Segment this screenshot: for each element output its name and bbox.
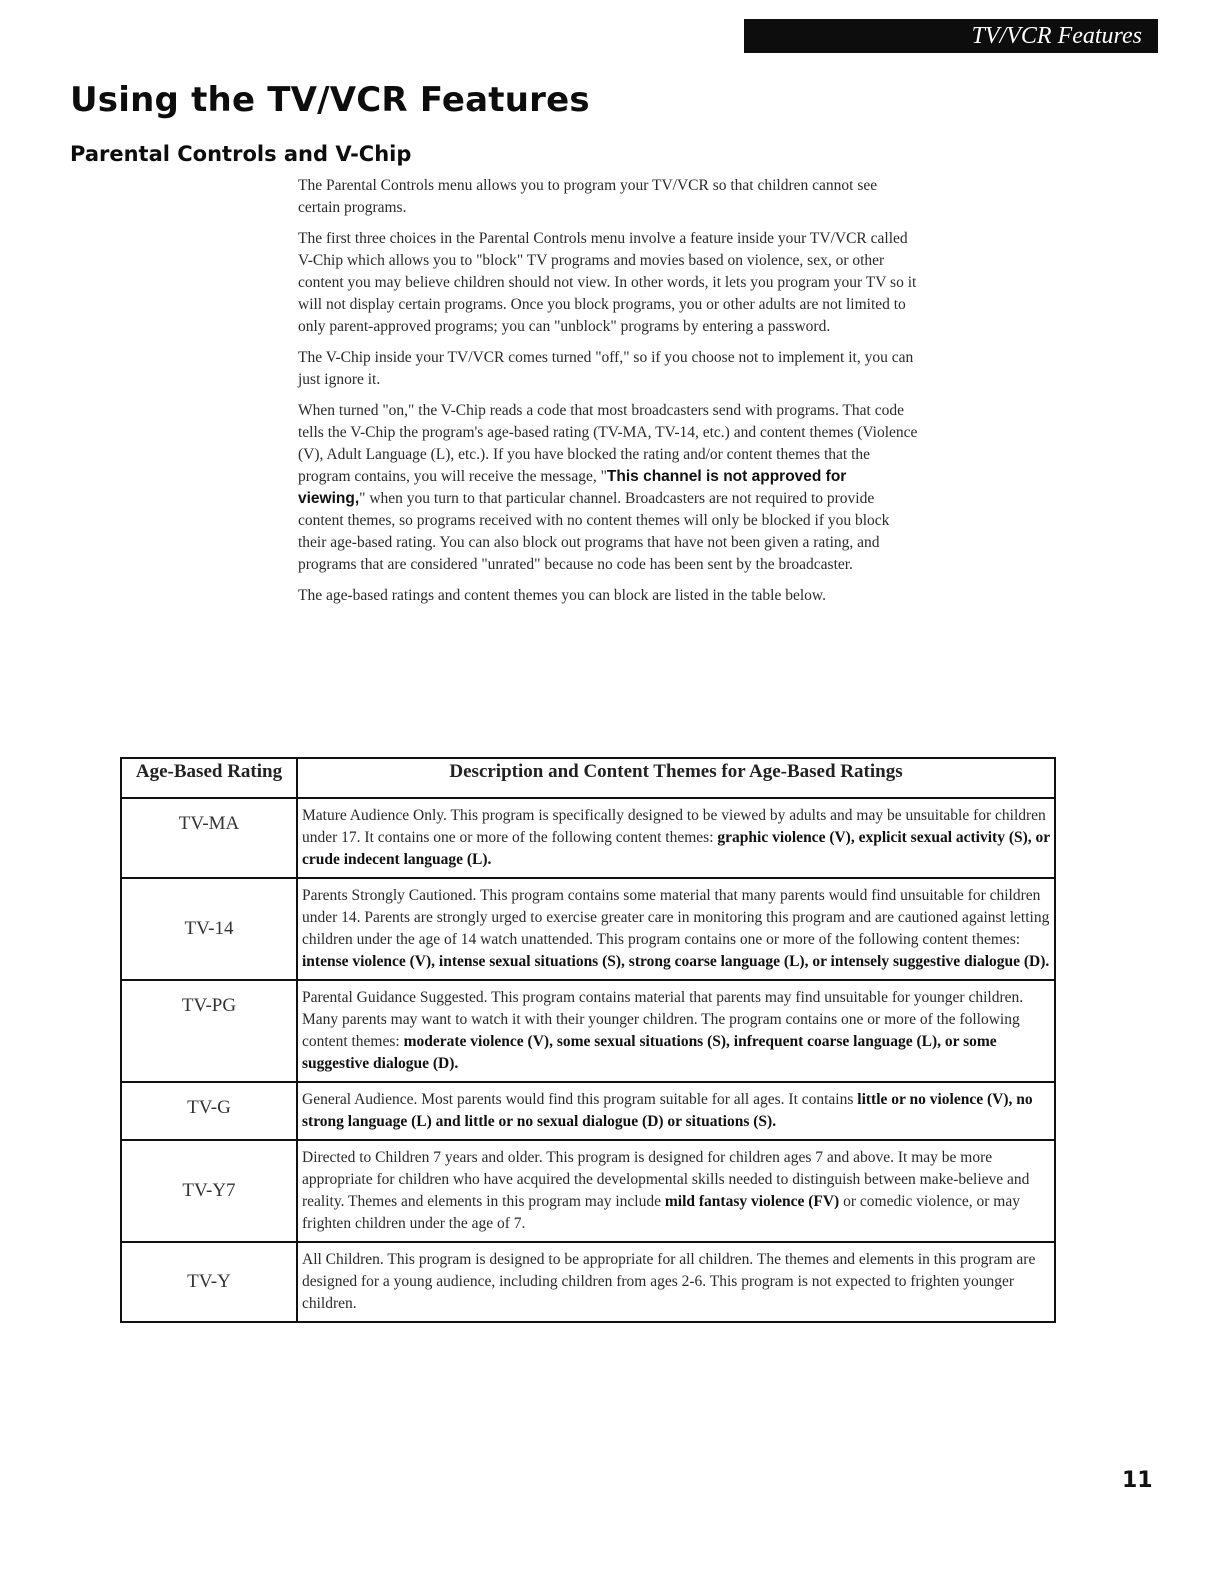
content-themes: moderate violence (V), some sexual situations (S), infrequent coarse language (L), or some suggestive dialogue (D). <box>302 1033 997 1072</box>
blocked-message: This channel is not approved for viewing, <box>298 468 847 507</box>
table-row <box>121 1140 1055 1242</box>
rating-cell: TV-Y <box>121 1242 297 1322</box>
description-text: Directed to Children 7 years and older. This program is designed for children ages 7 and above. It may be more appropriate for children who have acquired the developmental skills needed to distinguish between make-believe and reality. Themes and elements in this program may include <box>302 1149 1030 1210</box>
content-themes: mild fantasy violence (FV) <box>664 1193 840 1210</box>
paragraph-text: When turned "on," the V-Chip reads a code that most broadcasters send with programs. That code tells the V-Chip the program's age-based rating (TV-MA, TV-14, etc.) and content themes (Violence (V), Adult Language (L), etc.). If you have blocked the rating and/or content themes that the program contains, you will receive the message, " <box>298 402 918 485</box>
table-row <box>121 878 1055 980</box>
description-cell <box>297 1140 1055 1242</box>
intro-text <box>298 175 918 616</box>
table-row <box>121 798 1055 878</box>
paragraph-intro: The Parental Controls menu allows you to program your TV/VCR so that children cannot see certain programs. <box>298 177 878 216</box>
description-text: Mature Audience Only. This program is specifically designed to be viewed by adults and may be unsuitable for children under 17. It contains one or more of the following content themes: <box>302 807 1046 846</box>
content-themes: graphic violence (V), explicit sexual activity (S), or crude indecent language (L). <box>302 829 1050 868</box>
section-subtitle: Parental Controls and V-Chip <box>70 142 412 166</box>
paragraph-vchip-off: The V-Chip inside your TV/VCR comes turned "off," so if you choose not to implement it, you can just ignore it. <box>298 349 914 388</box>
paragraph-vchip-description: The first three choices in the Parental Controls menu involve a feature inside your TV/VCR called V-Chip which allows you to "block" TV programs and movies based on violence, sex, or other content you may believe children should not view. In other words, it lets you program your TV so it will not display certain programs. Once you block programs, you or other adults are not limited to only parent-approved programs; you can "unblock" programs by entering a password. <box>298 230 917 335</box>
table-row <box>121 980 1055 1082</box>
column-header-description: Description and Content Themes for Age-Based Ratings <box>297 758 1055 798</box>
description-text: Parents Strongly Cautioned. This program contains some material that many parents would find unsuitable for children under 14. Parents are strongly urged to exercise greater care in monitoring this program and are cautioned against letting children under the age of 14 watch unattended. This program contains one or more of the following content themes: <box>302 887 1050 948</box>
column-header-rating: Age-Based Rating <box>121 758 297 798</box>
section-label: TV/VCR Features <box>971 23 1142 49</box>
table-row <box>121 1082 1055 1140</box>
description-cell <box>297 1082 1055 1140</box>
description-text: All Children. This program is designed to be appropriate for all children. The themes and elements in this program are designed for a young audience, including children from ages 2-6. This program is not expected to frighten younger children. <box>302 1251 1036 1312</box>
section-header-bar <box>744 19 1158 53</box>
content-themes: little or no violence (V), no strong language (L) and little or no sexual dialogue (D) or situations (S). <box>302 1091 1033 1130</box>
table-row <box>121 1242 1055 1322</box>
page-title: Using the TV/VCR Features <box>70 80 590 120</box>
rating-cell: TV-MA <box>121 798 297 878</box>
description-cell <box>297 1242 1055 1322</box>
description-cell <box>297 980 1055 1082</box>
ratings-table <box>120 757 1056 1323</box>
rating-cell: TV-PG <box>121 980 297 1082</box>
rating-cell: TV-Y7 <box>121 1140 297 1242</box>
description-text: General Audience. Most parents would find this program suitable for all ages. It contains <box>302 1091 858 1108</box>
table-header-row <box>121 758 1055 798</box>
description-text: Parental Guidance Suggested. This program contains material that parents may find unsuitable for younger children. Many parents may want to watch it with their younger children. The program contains one or more of the following content themes: <box>302 989 1024 1050</box>
content-themes: intense violence (V), intense sexual situations (S), strong coarse language (L), or intensely suggestive dialogue (D). <box>302 953 1050 970</box>
paragraph-table-intro: The age-based ratings and content themes you can block are listed in the table below. <box>298 587 826 604</box>
page-number: 11 <box>1122 1468 1153 1493</box>
description-tail: or comedic violence, or may frighten children under the age of 7. <box>302 1193 1020 1232</box>
rating-cell: TV-G <box>121 1082 297 1140</box>
description-cell <box>297 798 1055 878</box>
paragraph-vchip-on <box>298 400 918 576</box>
description-cell <box>297 878 1055 980</box>
rating-cell: TV-14 <box>121 878 297 980</box>
paragraph-text: " when you turn to that particular channel. Broadcasters are not required to provide content themes, so programs received with no content themes will only be blocked if you block their age-based rating. You can also block out programs that have not been given a rating, and programs that are considered "unrated" because no code has been sent by the broadcaster. <box>298 490 890 573</box>
